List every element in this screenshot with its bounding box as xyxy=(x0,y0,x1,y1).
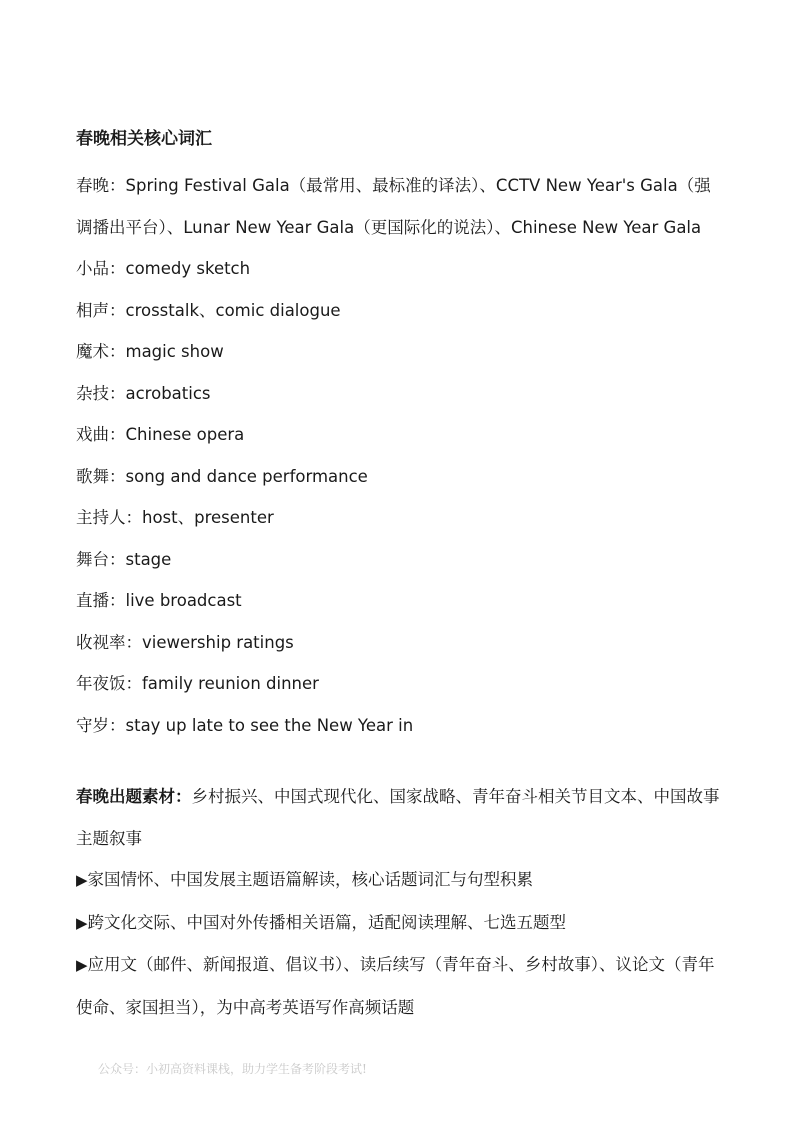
watermark-footer: 公众号：小初高资料课栈，助力学生备考阶段考试! xyxy=(98,1062,367,1076)
section-spacer xyxy=(76,746,726,776)
bullet-item xyxy=(76,859,726,902)
vocab-entry: 小品：comedy sketch xyxy=(76,259,251,278)
vocab-entry: 守岁：stay up late to see the New Year in xyxy=(76,715,414,735)
bullet-item xyxy=(76,944,726,1028)
vocab-entry: 魔术：magic show xyxy=(76,342,224,361)
triangle-bullet-icon: ▶ xyxy=(76,956,88,974)
vocab-entry: 收视率：viewership ratings xyxy=(76,632,294,652)
bullet-text: 家国情怀、中国发展主题语篇解读，核心话题词汇与句型积累 xyxy=(87,870,534,889)
bullet-text: 跨文化交际、中国对外传播相关语篇，适配阅读理解、七选五题型 xyxy=(87,912,567,932)
bullet-item xyxy=(76,902,726,945)
vocab-heading: 春晚相关核心词汇 xyxy=(76,129,212,149)
material-paragraph xyxy=(76,776,726,859)
material-label: 春晚出题素材： xyxy=(76,787,192,806)
vocab-entry: 杂技：acrobatics xyxy=(76,383,211,403)
vocab-entry: 春晚：Spring Festival Gala（最常用、最标准的译法）、CCTV New Year's Gala（强调播出平台）、Lunar New Year Gala（更国际化的说法）、Chinese New Year Gala xyxy=(76,176,711,237)
vocab-entry: 舞台：stage xyxy=(76,549,172,569)
vocab-entry: 直播：live broadcast xyxy=(76,591,242,610)
document-content xyxy=(76,123,726,1028)
triangle-bullet-icon: ▶ xyxy=(76,913,88,932)
bullet-text: 应用文（邮件、新闻报道、倡议书）、读后续写（青年奋斗、乡村故事）、议论文（青年使命、家国担当），为中高考英语写作高频话题 xyxy=(76,955,715,1017)
vocab-entry: 年夜饭：family reunion dinner xyxy=(76,674,319,693)
triangle-bullet-icon: ▶ xyxy=(76,871,88,889)
vocab-entry: 相声：crosstalk、comic dialogue xyxy=(76,300,341,320)
material-text: 乡村振兴、中国式现代化、国家战略、青年奋斗相关节目文本、中国故事主题叙事 xyxy=(76,787,720,848)
vocab-entry: 戏曲：Chinese opera xyxy=(76,425,245,444)
vocab-entry: 主持人：host、presenter xyxy=(76,508,274,527)
vocab-entry: 歌舞：song and dance performance xyxy=(76,466,368,486)
